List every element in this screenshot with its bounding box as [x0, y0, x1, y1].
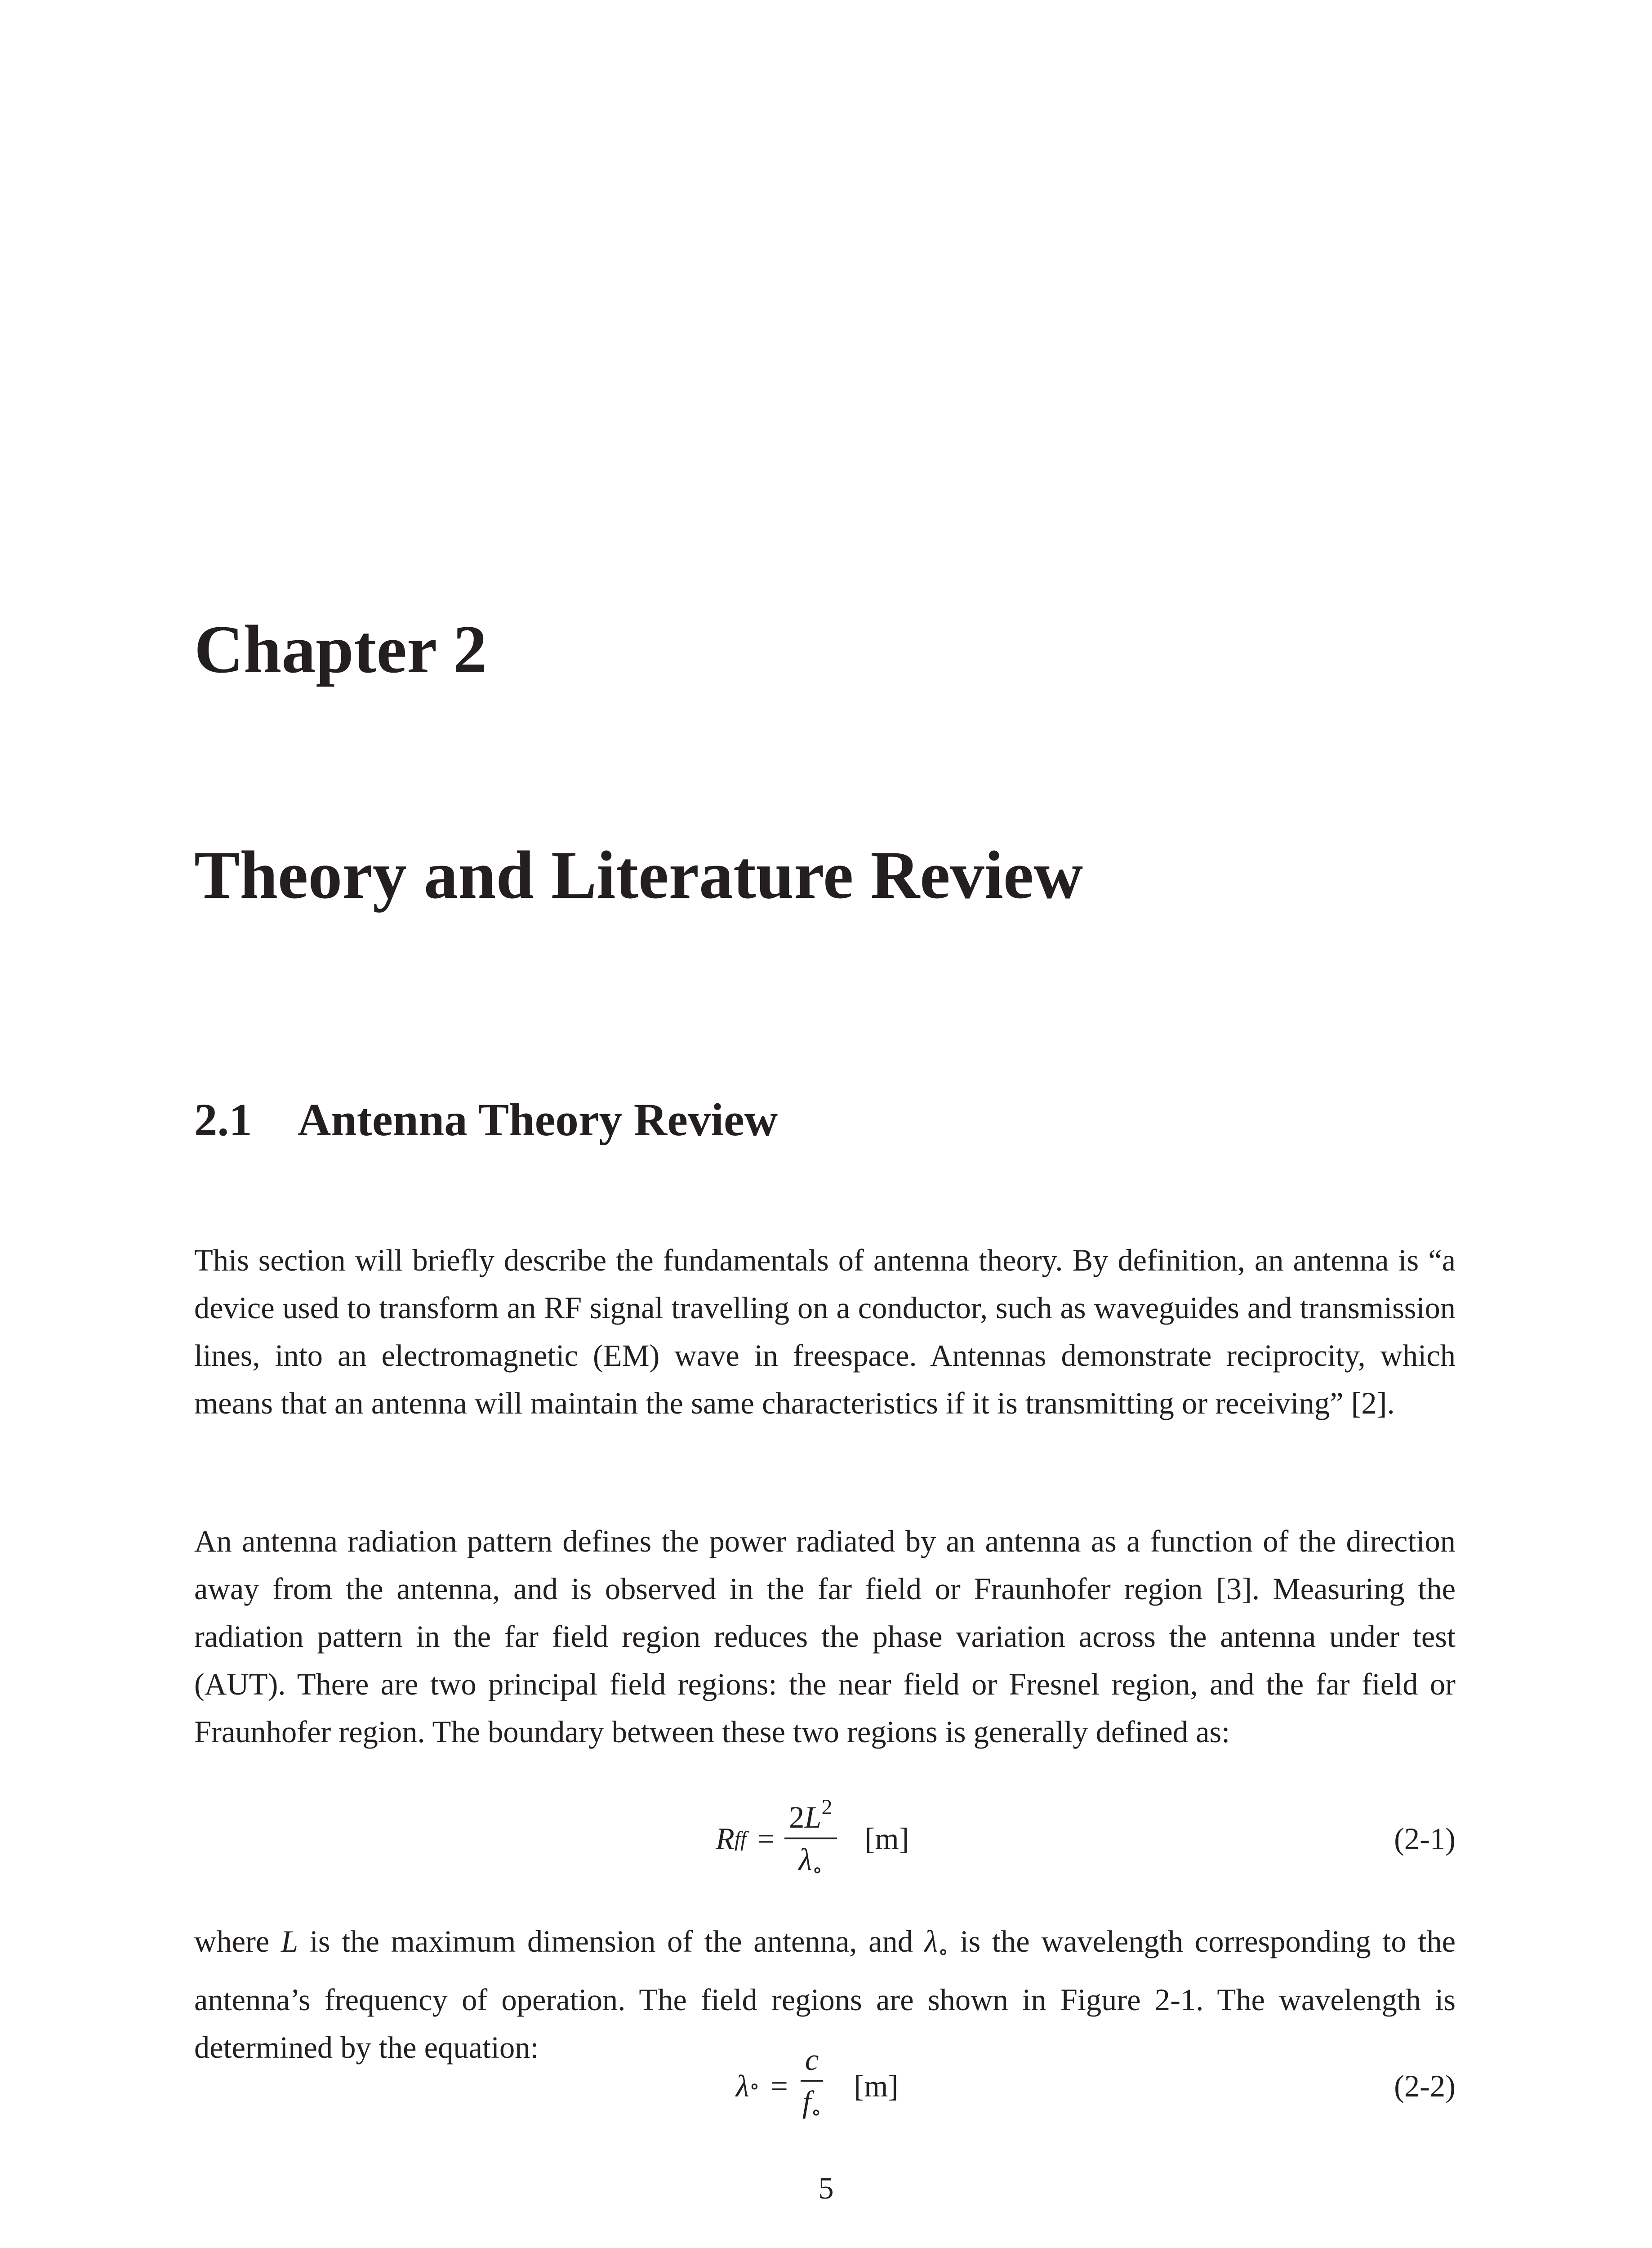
eq1-lhs-variable: R — [716, 1821, 735, 1856]
p3-text-3: is the wavelength corresponding to the antenna’s frequency of operation. The field regions are shown in Figure 2-1. The wavelength is determined by the equation: — [194, 1924, 1456, 2065]
eq1-num-exponent: 2 — [821, 1795, 833, 1819]
eq2-den-subscript: ∘ — [810, 2101, 822, 2124]
chapter-title: Theory and Literature Review — [194, 837, 1083, 913]
p3-lambda-subscript: ∘ — [938, 1940, 948, 1964]
chapter-label: Chapter 2 — [194, 611, 487, 687]
equation-2-1-body — [716, 1789, 909, 1888]
eq1-den-subscript: ∘ — [812, 1858, 823, 1882]
eq2-equals-sign: = — [770, 2069, 788, 2103]
section-heading — [194, 1094, 778, 1146]
eq2-denominator — [798, 2082, 826, 2133]
eq1-num-coefficient: 2 — [789, 1800, 805, 1834]
eq1-lhs-subscript: ff — [734, 1827, 747, 1851]
eq2-fraction — [798, 2039, 826, 2133]
eq1-den-variable: λ — [798, 1842, 812, 1877]
eq1-denominator — [794, 1839, 827, 1891]
eq2-numerator: c — [801, 2039, 823, 2082]
eq1-numerator — [784, 1787, 837, 1839]
p3-variable-L: L — [281, 1924, 298, 1958]
p3-variable-lambda: λ — [924, 1924, 938, 1958]
eq2-lhs-subscript: ∘ — [749, 2074, 760, 2098]
equation-number-2-1: (2-1) — [1394, 1821, 1456, 1856]
section-number: 2.1 — [194, 1094, 252, 1146]
eq1-fraction — [784, 1787, 837, 1891]
p3-text-1: where — [194, 1924, 281, 1958]
paragraph-antenna-definition: This section will briefly describe the fundamentals of antenna theory. By definition, an antenna is “a device used to transform an RF signal travelling on a conductor, such as waveguides and transmission lines, into an electromagnetic (EM) wave in freespace. Antennas demonstrate reciprocity, which means that an antenna will maintain the same characteristics if it is transmitting or receiving” [2]. — [194, 1243, 1456, 1420]
equation-2-2 — [194, 2034, 1456, 2138]
eq1-unit: [m] — [864, 1821, 909, 1856]
equation-number-2-2: (2-2) — [1394, 2069, 1456, 2103]
eq2-unit: [m] — [854, 2069, 899, 2103]
section-title: Antenna Theory Review — [298, 1094, 778, 1146]
page-number: 5 — [818, 2171, 834, 2205]
eq1-equals-sign: = — [757, 1821, 775, 1856]
paragraph-radiation-pattern: An antenna radiation pattern defines the power radiated by an antenna as a function of the direction away from the antenna, and is observed in the far field or Fraunhofer region [3]. Measuring the radiation pattern in the far field region reduces the phase variation across the antenna under test (AUT). There are two principal field regions: the near field or Fresnel region, and the far field or Fraunhofer region. The boundary between these two regions is generally defined as: — [194, 1524, 1456, 1749]
eq2-lhs-variable: λ — [736, 2069, 749, 2103]
equation-2-1 — [194, 1789, 1456, 1888]
equation-2-2-body — [736, 2034, 898, 2138]
eq2-den-variable: f — [802, 2085, 811, 2119]
eq1-num-variable: L — [804, 1800, 822, 1834]
p3-text-2: is the maximum dimension of the antenna, and — [298, 1924, 925, 1958]
